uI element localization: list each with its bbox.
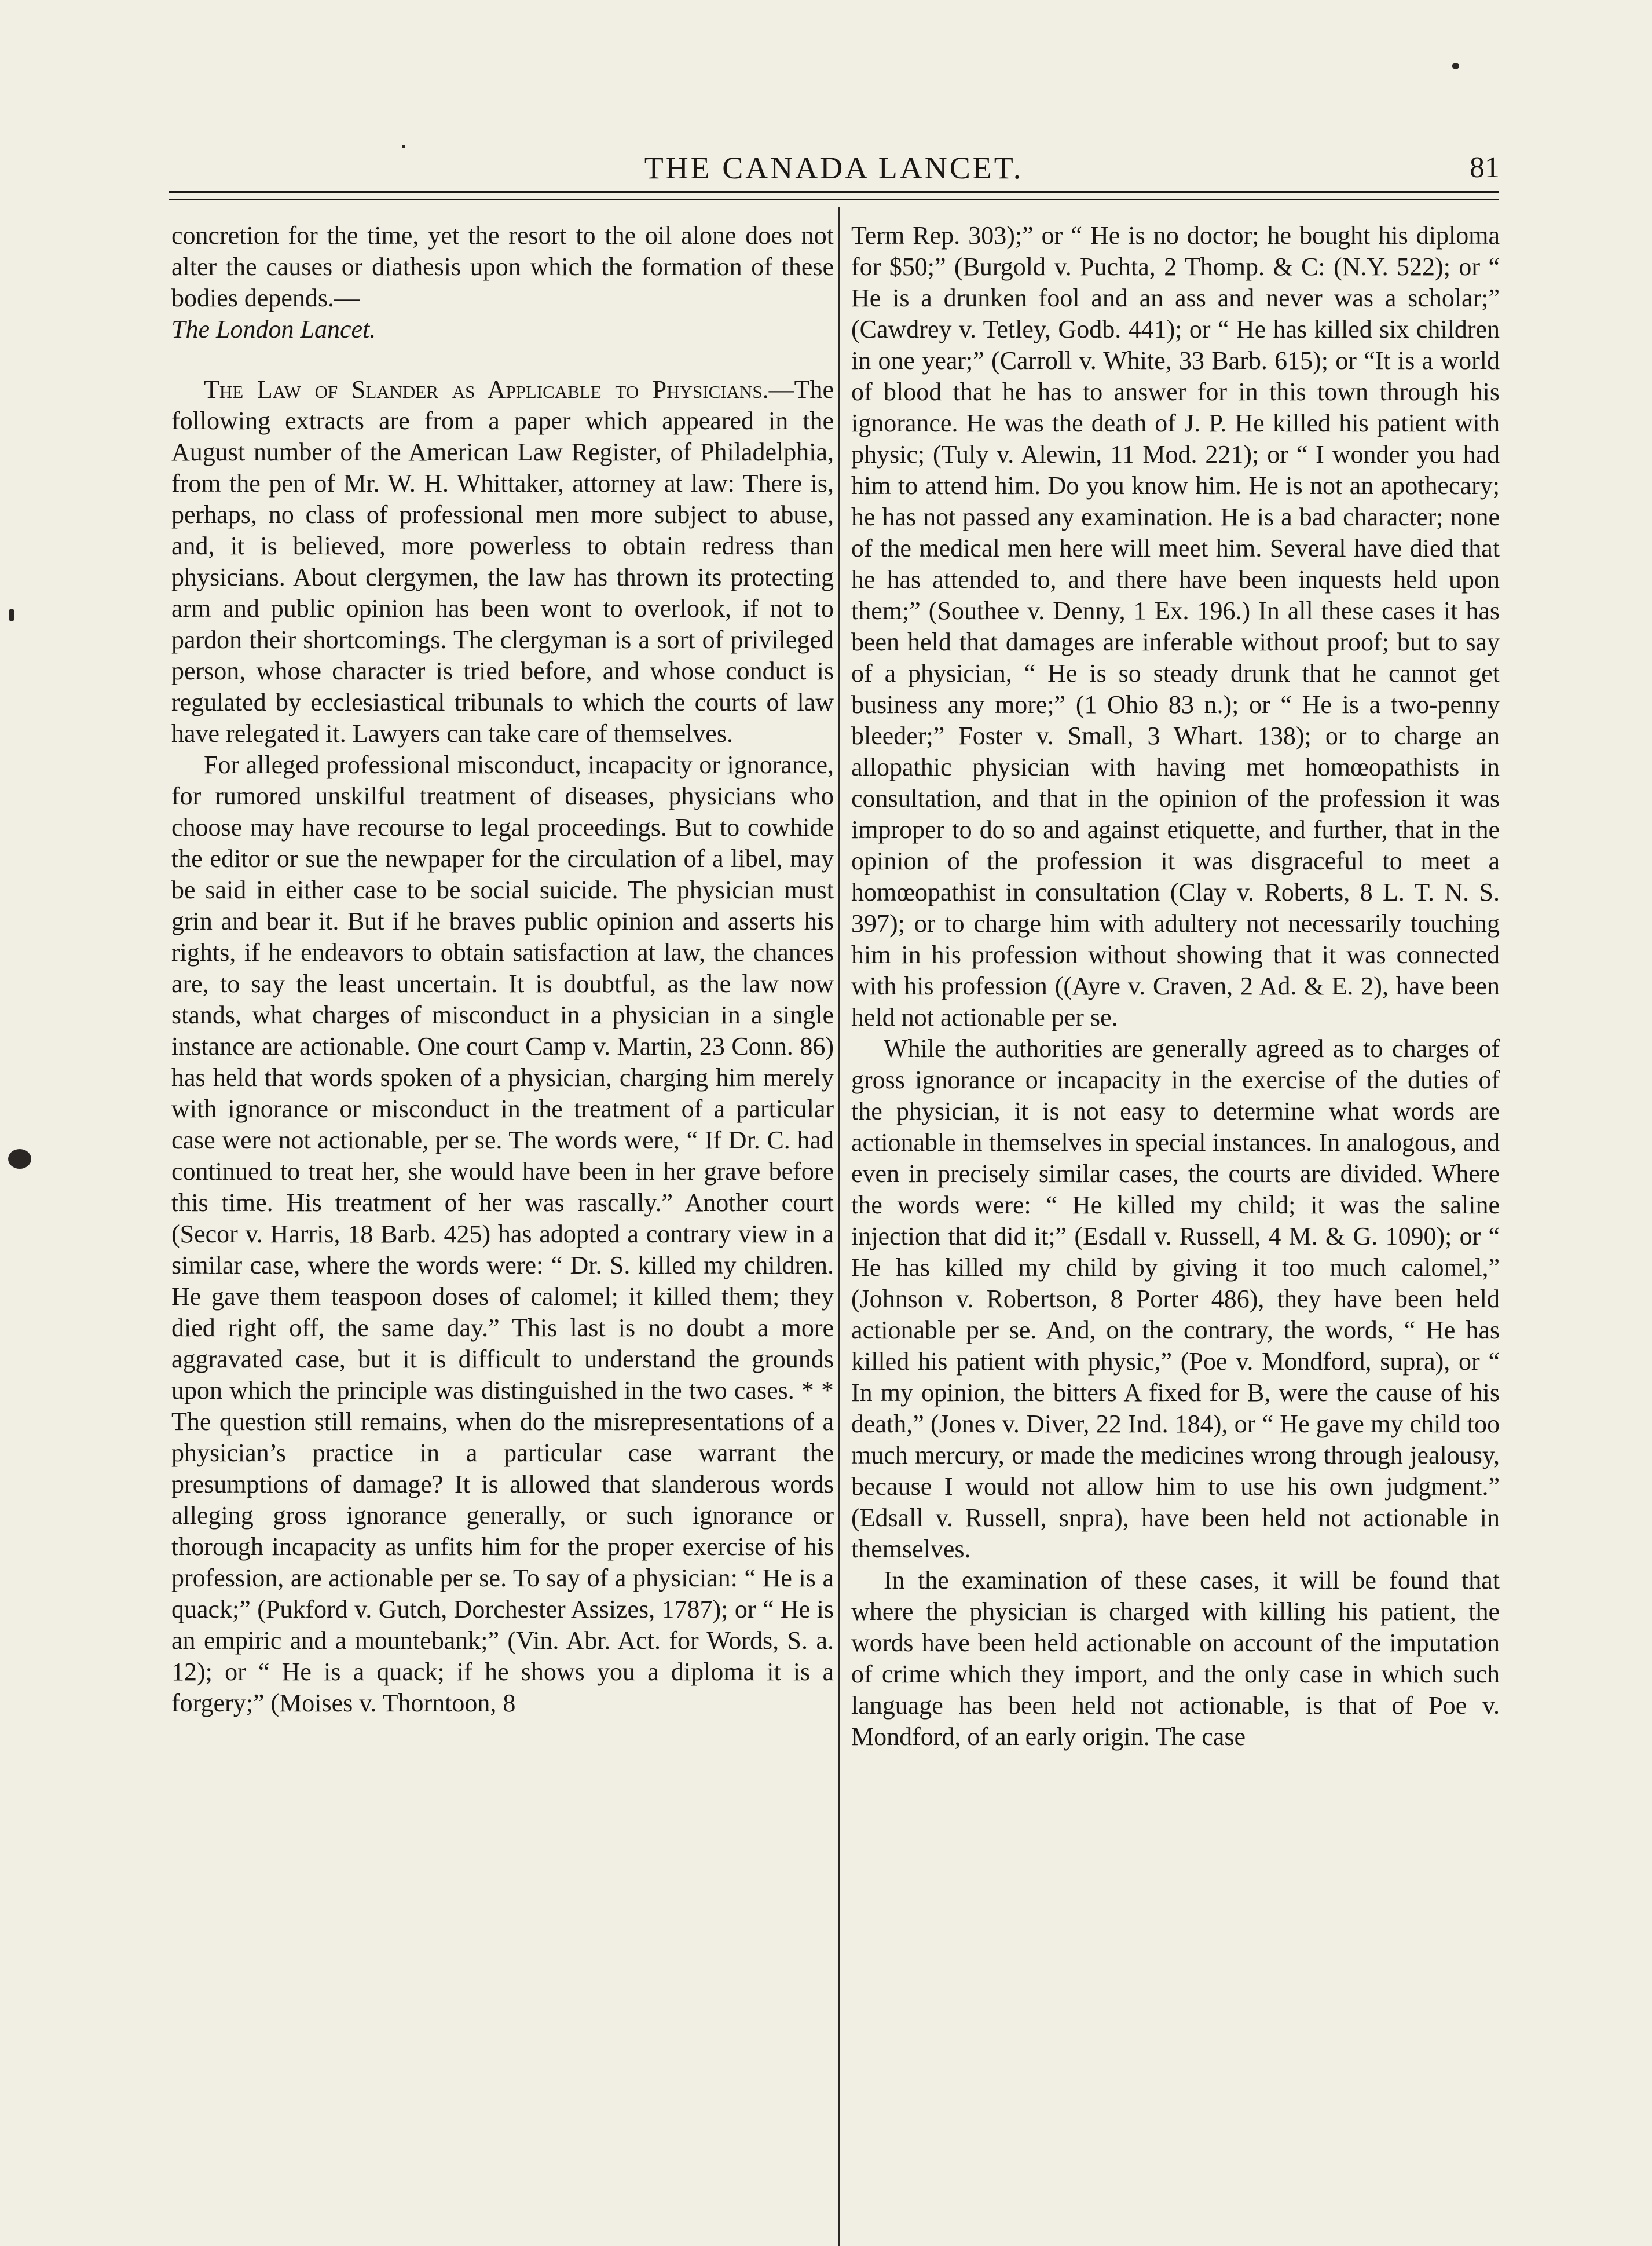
column-divider <box>838 207 840 2246</box>
source-citation: The London Lancet. <box>171 315 376 343</box>
journal-title: THE CANADA LANCET. <box>644 151 1024 185</box>
paragraph <box>171 220 834 345</box>
paragraph-text: —The following extracts are from a paper which appeared in the August number of the American Law Register, of Philadelphia, from the pen of Mr. W. H. Whittaker, attorney at law: There is, perhaps, no class of professional men more subject to abuse, and, it is believed, more powerless to obtain redress than physicians. About clergymen, the law has thrown its protecting arm and public opinion has been wont to overlook, if not to pardon their shortcomings. The clergyman is a sort of privileged person, whose character is tried before, and whose conduct is regulated by ecclesiastical tribunals to which the courts of law have relegated it. Lawyers can take care of themselves. <box>171 375 834 748</box>
paragraph: Term Rep. 303);” or “ He is no doctor; he bought his diploma for $50;” (Burgold v. Puchta, 2 Thomp. & C: (N.Y. 522); or “ He is a drunken fool and an ass and never was a scholar;” (Cawdrey v. Tetley, Godb. 441); or “ He has killed six children in one year;” (Carroll v. White, 33 Barb. 615); or “It is a world of blood that he has to answer for in this town through his ignorance. He was the death of J. P. He killed his patient with physic; (Tuly v. Alewin, 11 Mod. 221); or “ I wonder you had him to attend him. Do you know him. He is not an apothecary; he has not passed any examination. He is a bad character; none of the medical men here will meet him. Several have died that he has attended to, and there have been inquests held upon them;” (Southee v. Denny, 1 Ex. 196.) In all these cases it has been held that damages are inferable without proof; but to say of a physician, “ He is so steady drunk that he cannot get business any more;” (1 Ohio 83 n.); or “ He is a two-penny bleeder;” Foster v. Small, 3 Whart. 138); or to charge an allopathic physician with having met homœopathists in consultation, and that in the opinion of the profession it was improper to do so and against etiquette, and further, that in the opinion of the profession it was disgraceful to meet a homœopathist in consultation (Clay v. Roberts, 8 L. T. N. S. 397); or to charge him with adultery not necessarily touching him in his profession without showing that it was connected with his profession ((Ayre v. Craven, 2 Ad. & E. 2), have been held not actionable per se. <box>851 221 1500 1031</box>
header-rule-thick <box>169 191 1499 193</box>
header-rule-thin <box>169 199 1499 200</box>
scan-speck <box>402 145 405 148</box>
left-column <box>171 220 834 1719</box>
right-column <box>851 220 1500 1753</box>
running-header <box>168 145 1500 191</box>
paragraph <box>171 374 834 749</box>
scan-speck <box>1452 63 1459 69</box>
paragraph: For alleged professional misconduct, incapacity or ignorance, for rumored unskilful treatment of diseases, physicians who choose may have recourse to legal proceedings. But to cowhide the editor or sue the newpaper for the circulation of a libel, may be said in either case to be social suicide. The physician must grin and bear it. But if he braves public opinion and asserts his rights, if he endeavors to obtain satisfaction at law, the chances are, to say the least uncertain. It is doubtful, as the law now stands, what charges of misconduct in a physician in a single instance are actionable. One court Camp v. Martin, 23 Conn. 86) has held that words spoken of a physician, charging him merely with ignorance or misconduct in the treatment of a particular case were not actionable, per se. The words were, “ If Dr. C. had continued to treat her, she would have been in her grave before this time. His treatment of her was rascally.” Another court (Secor v. Harris, 18 Barb. 425) has adopted a contrary view in a similar case, where the words were: “ Dr. S. killed my children. He gave them teaspoon doses of calomel; it killed them; they died right off, the same day.” This last is no doubt a more aggravated case, but it is difficult to understand the grounds upon which the principle was distinguished in the two cases. * * The question still remains, when do the misrepresentations of a physician’s practice in a particular case warrant the presumptions of damage? It is allowed that slanderous words alleging gross ignorance generally, or such ignorance or thorough incapacity as unfits him for the proper exercise of his profession, are actionable per se. To say of a physician: “ He is a quack;” (Pukford v. Gutch, Dorchester Assizes, 1787); or “ He is an empiric and a mountebank;” (Vin. Abr. Act. for Words, S. a. 12); or “ He is a quack; if he shows you a diploma it is a forgery;” (Moises v. Thorntoon, 8 <box>171 751 834 1717</box>
paragraph-text: concretion for the time, yet the resort to the oil alone does not alter the causes or diathesis upon which the formation of these bodies depends.— <box>171 221 834 312</box>
paragraph: In the examination of these cases, it will be found that where the physician is charged with killing his patient, the words have been held actionable on account of the imputation of crime which they import, and the only case in which such language has been held not actionable, is that of Poe v. Mondford, of an early origin. The case <box>851 1566 1500 1751</box>
paragraph: While the authorities are generally agreed as to charges of gross ignorance or incapacity in the exercise of the duties of the physician, it is not easy to determine what words are actionable in themselves in special instances. In analogous, and even in precisely similar cases, the courts are divided. Where the words were: “ He killed my child; it was the saline injection that did it;” (Esdall v. Russell, 4 M. & G. 1090); or “ He has killed my child by giving it too much calomel,” (Johnson v. Robertson, 8 Porter 486), they have been held actionable per se. And, on the contrary, the words, “ He has killed his patient with physic,” (Poe v. Mondford, supra), or “ In my opinion, the bitters A fixed for B, were the cause of his death,” (Jones v. Diver, 22 Ind. 184), or “ He gave my child too much mercury, or made the medicines wrong through jealousy, because I would not allow him to use his own judgment.” (Edsall v. Russell, snpra), have been held not actionable in themselves. <box>851 1034 1500 1563</box>
scan-speck <box>9 609 14 621</box>
scan-blot <box>8 1149 31 1169</box>
section-heading: The Law of Slander as Applicable to Physicians. <box>204 375 769 404</box>
page-number: 81 <box>1470 151 1500 184</box>
